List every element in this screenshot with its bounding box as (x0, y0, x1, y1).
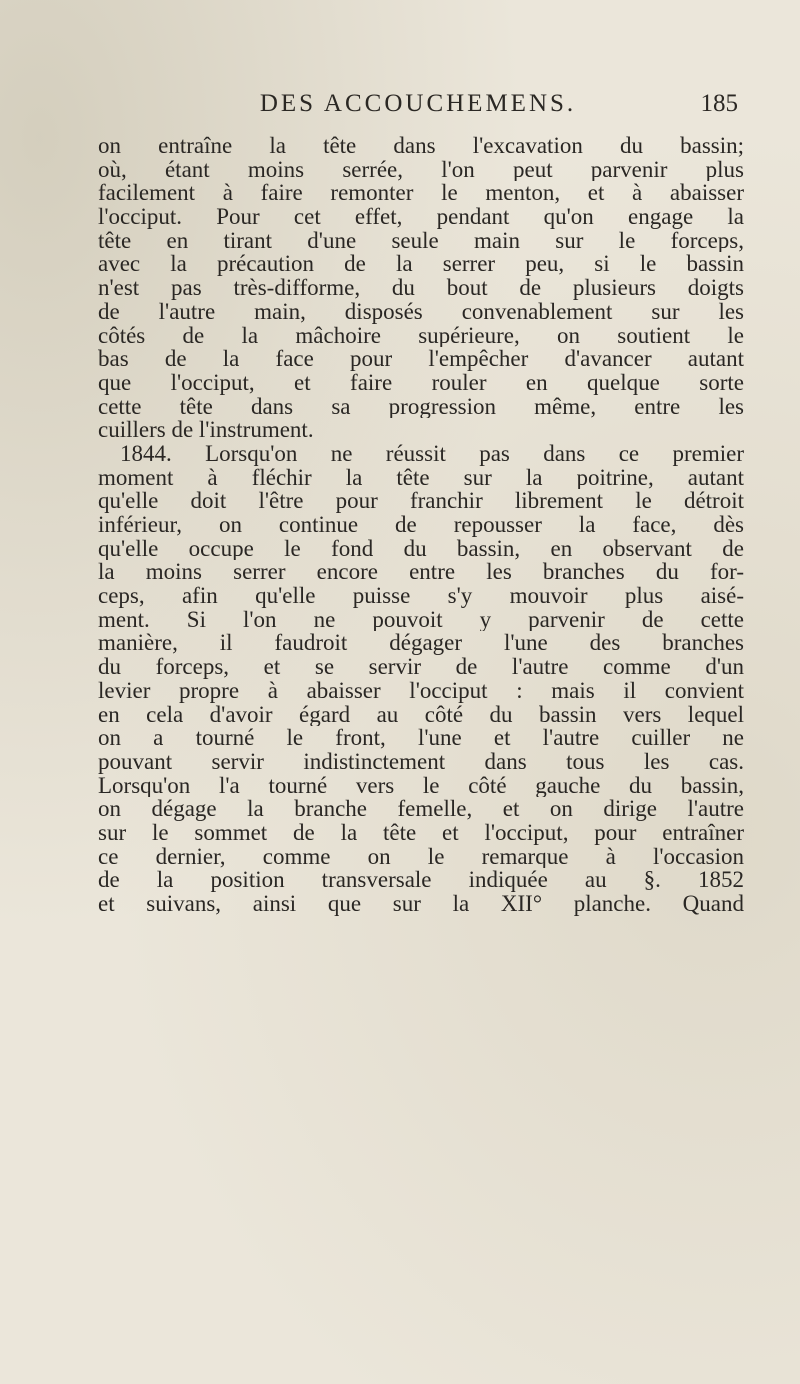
text-line: manière, il faudroit dégager l'une des branches (98, 631, 744, 656)
page-number: 185 (700, 90, 738, 117)
text-line: moment à fléchir la tête sur la poitrine, autant (98, 465, 744, 490)
text-line: on a tourné le front, l'une et l'autre cuiller ne (98, 726, 744, 750)
text-line: inférieur, on continue de repousser la face, dès (98, 513, 744, 537)
text-line: 1844. Lorsqu'on ne réussit pas dans ce premier (120, 441, 744, 466)
page-header (98, 90, 738, 124)
text-line: de l'autre main, disposés convenablement sur les (98, 299, 744, 324)
text-line: et suivans, ainsi que sur la XII° planche. Quand (98, 892, 744, 916)
text-line: pouvant servir indistinctement dans tous les cas. (98, 749, 744, 774)
text-line: de la position transversale indiquée au §. 1852 (98, 868, 744, 892)
text-line: facilement à faire remonter le menton, et à abaisser (98, 181, 744, 206)
text-line: qu'elle occupe le fond du bassin, en observant de (98, 536, 744, 561)
text-line: on dégage la branche femelle, et on dirige l'autre (98, 797, 744, 821)
body-text (98, 134, 744, 916)
text-line: qu'elle doit l'être pour franchir librement le détroit (98, 489, 744, 513)
text-line: où, étant moins serrée, l'on peut parvenir plus (98, 157, 744, 182)
paragraph-1 (98, 134, 744, 442)
text-line: Lorsqu'on l'a tourné vers le côté gauche du bassin, (98, 773, 744, 798)
paragraph-2 (76, 442, 744, 916)
text-line: cuillers de l'instrument. (98, 418, 314, 442)
text-line: la moins serrer encore entre les branches du for- (98, 560, 744, 585)
text-line: n'est pas très-difforme, du bout de plusieurs doigts (98, 276, 744, 300)
text-line: tête en tirant d'une seule main sur le forceps, (98, 228, 744, 253)
text-line: sur le sommet de la tête et l'occiput, pour entraîner (98, 820, 744, 845)
text-line: bas de la face pour l'empêcher d'avancer autant (98, 347, 744, 371)
text-line: en cela d'avoir égard au côté du bassin vers lequel (98, 702, 744, 727)
text-line: l'occiput. Pour cet effet, pendant qu'on engage la (98, 205, 744, 229)
text-line: levier propre à abaisser l'occiput : mais il convient (98, 678, 744, 703)
text-line: on entraîne la tête dans l'excavation du bassin; (98, 134, 744, 158)
text-line: cette tête dans sa progression même, entre les (98, 394, 744, 419)
text-line: ceps, afin qu'elle puisse s'y mouvoir plus aisé- (98, 584, 744, 608)
text-line: ment. Si l'on ne pouvoit y parvenir de cette (98, 607, 744, 632)
text-line: que l'occiput, et faire rouler en quelque sorte (98, 370, 744, 395)
running-head: DES ACCOUCHEMENS. (259, 90, 577, 117)
text-line: ce dernier, comme on le remarque à l'occasion (98, 844, 744, 869)
text-line: avec la précaution de la serrer peu, si le bassin (98, 252, 744, 277)
text-line: côtés de la mâchoire supérieure, on soutient le (98, 323, 744, 348)
text-line: du forceps, et se servir de l'autre comme d'un (98, 655, 744, 679)
